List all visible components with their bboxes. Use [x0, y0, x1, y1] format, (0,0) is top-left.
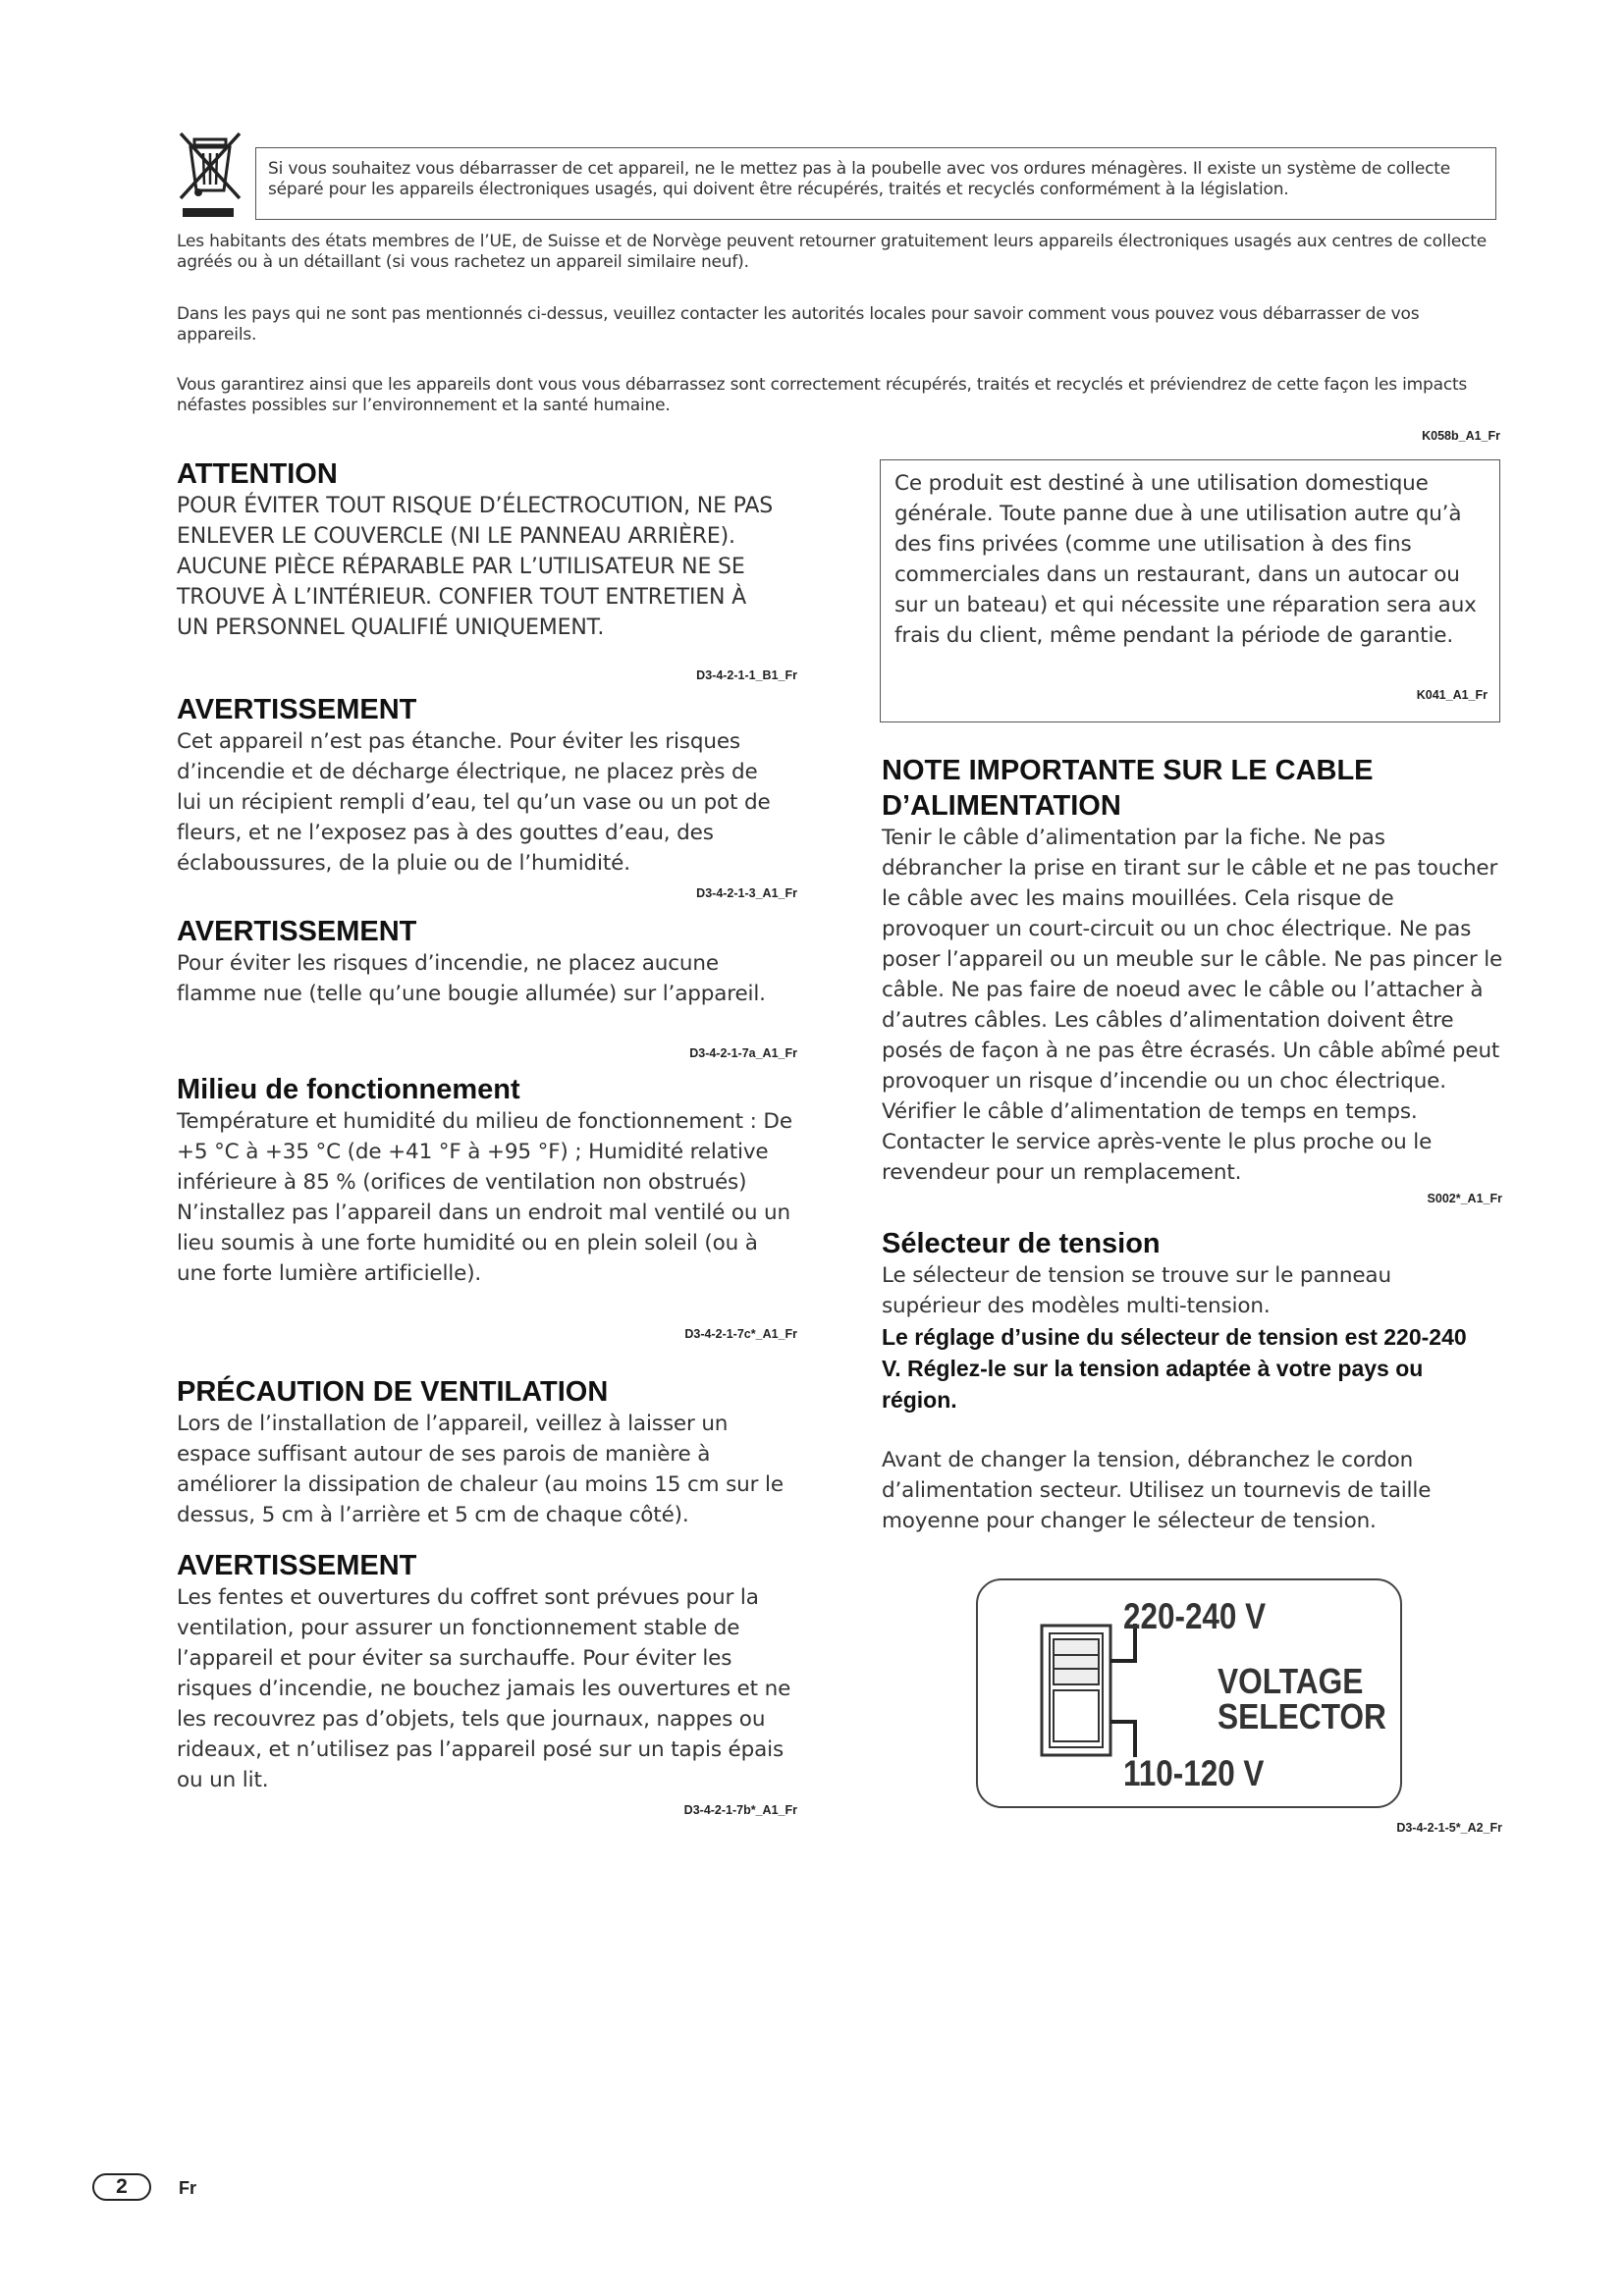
crossed-out-wheelie-bin-icon: [177, 130, 245, 218]
ventilation-text: Lors de l’installation de l’appareil, veillez à laisser un espace suffisant autour de ses parois de manière à améliorer la dissipation de chaleur (au moins 15 cm sur le dessus, 5 cm à l’arrière et 5 cm de chaque côté).: [177, 1412, 784, 1527]
cable-code: S002*_A1_Fr: [1427, 1192, 1502, 1205]
voltage-low-label: 110-120 V: [1123, 1753, 1265, 1793]
voltage-high-label: 220-240 V: [1123, 1596, 1267, 1636]
weee-para-1: Les habitants des états membres de l’UE, de Suisse et de Norvège peuvent retourner gratuitement leurs appareils électroniques usagés aux centres de collecte agréés ou à un détaillant (si vous rachetez un appareil similaire neuf).: [177, 232, 1488, 272]
selecteur-bold-note: Le réglage d’usine du sélecteur de tension est 220-240 V. Réglez-le sur la tension adaptée à votre pays ou région.: [882, 1324, 1467, 1413]
avert1-title: AVERTISSEMENT: [177, 694, 417, 725]
avert2-text: Pour éviter les risques d’incendie, ne placez aucune flamme nue (telle qu’une bougie allumée) sur l’appareil.: [177, 951, 766, 1006]
voltage-diagram-code: D3-4-2-1-5*_A2_Fr: [1396, 1821, 1502, 1835]
avert2-title: AVERTISSEMENT: [177, 916, 417, 947]
weee-para-3: Vous garantirez ainsi que les appareils dont vous vous débarrassez sont correctement récupérés, traités et recyclés et préviendrez de cette façon les impacts néfastes possibles sur l’environnement et la santé humaine.: [177, 375, 1468, 415]
selecteur-title: Sélecteur de tension: [882, 1228, 1161, 1259]
avert3-text: Les fentes et ouvertures du coffret sont prévues pour la ventilation, pour assurer un fonctionnement stable de l’appareil et pour éviter sa surchauffe. Pour éviter les risques d’incendie, ne bouchez jamais les ouvertures et ne les recouvrez pas d’objets, tels que journaux, nappes ou rideaux, et n’utilisez pas l’appareil posé sur un tapis épais ou un lit.: [177, 1585, 791, 1792]
weee-icon-wrap: [177, 130, 245, 218]
selecteur-text-2: Avant de changer la tension, débranchez le cordon d’alimentation secteur. Utilisez un tournevis de taille moyenne pour changer le sélecteur de tension.: [882, 1448, 1432, 1533]
attention-text: POUR ÉVITER TOUT RISQUE D’ÉLECTROCUTION, NE PAS ENLEVER LE COUVERCLE (NI LE PANNEAU ARRIÈRE). AUCUNE PIÈCE RÉPARABLE PAR L’UTILISATEUR NE SE TROUVE À L’INTÉRIEUR. CONFIER TOUT ENTRETIEN À UN PERSONNEL QUALIFIÉ UNIQUEMENT.: [177, 494, 774, 640]
attention-code: D3-4-2-1-1_B1_Fr: [696, 668, 797, 682]
domestic-use-text: Ce produit est destiné à une utilisation domestique générale. Toute panne due à une utilisation autre qu’à des fins privées (comme une utilisation à des fins commerciales dans un restaurant, dans un autocar ou sur un bateau) et qui nécessite une réparation sera aux frais du client, même pendant la période de garantie.: [894, 471, 1477, 648]
weee-para-2: Dans les pays qui ne sont pas mentionnés ci-dessus, veuillez contacter les autorités locales pour savoir comment vous pouvez vous débarrasser de vos appareils.: [177, 304, 1420, 345]
milieu-title: Milieu de fonctionnement: [177, 1074, 520, 1105]
ventilation-title: PRÉCAUTION DE VENTILATION: [177, 1376, 609, 1408]
domestic-use-code: K041_A1_Fr: [1416, 688, 1488, 702]
cable-title-line-1: NOTE IMPORTANTE SUR LE CABLE: [882, 755, 1374, 786]
milieu-code: D3-4-2-1-7c*_A1_Fr: [684, 1327, 797, 1341]
attention-title: ATTENTION: [177, 458, 338, 490]
milieu-text: [177, 1106, 795, 1289]
avert3-title: AVERTISSEMENT: [177, 1550, 417, 1581]
cable-title-line-2: D’ALIMENTATION: [882, 790, 1121, 822]
weee-notice-box: [255, 147, 1496, 220]
voltage-selector-diagram: [976, 1578, 1402, 1808]
cable-text: Tenir le câble d’alimentation par la fiche. Ne pas débrancher la prise en tirant sur le câble et ne pas toucher le câble avec les mains mouillées. Cela risque de provoquer un court-circuit ou un choc électrique. Ne pas poser l’appareil ou un meuble sur le câble. Ne pas pincer le câble. Ne pas faire de noeud avec le câble ou l’attacher à d’autres câbles. Les câbles d’alimentation doivent être posés de façon à ne pas être écrasés. Un câble abîmé peut provoquer un risque d’incendie ou un choc électrique. Vérifier le câble d’alimentation de temps en temps. Contacter le service après-vente le plus proche ou le revendeur pour un remplacement.: [882, 826, 1503, 1185]
page-number-badge: [92, 2173, 151, 2201]
voltage-selector-label-1: VOLTAGE: [1218, 1661, 1364, 1701]
milieu-text-1: Température et humidité du milieu de fonctionnement : De +5 °C à +35 °C (de +41 °F à +95 °F) ; Humidité relative inférieure à 85 % (orifices de ventilation non obstrués): [177, 1109, 792, 1195]
avert3-code: D3-4-2-1-7b*_A1_Fr: [683, 1803, 797, 1817]
milieu-text-2: N’installez pas l’appareil dans un endroit mal ventilé ou un lieu soumis à une forte humidité ou en plein soleil (ou à une forte lumière artificielle).: [177, 1201, 790, 1286]
avert2-code: D3-4-2-1-7a_A1_Fr: [689, 1046, 797, 1060]
cable-title: [882, 753, 1510, 824]
weee-notice-text: Si vous souhaitez vous débarrasser de cet appareil, ne le mettez pas à la poubelle avec vos ordures ménagères. Il existe un système de collecte séparé pour les appareils électroniques usagés, qui doivent être récupérés, traités et recyclés conformément à la législation.: [268, 159, 1450, 199]
domestic-use-box: [880, 459, 1500, 722]
language-label: Fr: [179, 2178, 196, 2198]
avert1-text: Cet appareil n’est pas étanche. Pour éviter les risques d’incendie et de décharge électrique, ne placez près de lui un récipient rempli d’eau, tel qu’un vase ou un pot de fleurs, et ne l’exposez pas à des gouttes d’eau, des éclaboussures, de la pluie ou de l’humidité.: [177, 729, 771, 876]
weee-code: K058b_A1_Fr: [1422, 429, 1500, 443]
avert1-code: D3-4-2-1-3_A1_Fr: [696, 886, 797, 900]
selecteur-text-1: Le sélecteur de tension se trouve sur le panneau supérieur des modèles multi-tension.: [882, 1263, 1391, 1318]
voltage-selector-label-2: SELECTOR: [1218, 1696, 1386, 1736]
page-number: 2: [116, 2175, 128, 2198]
